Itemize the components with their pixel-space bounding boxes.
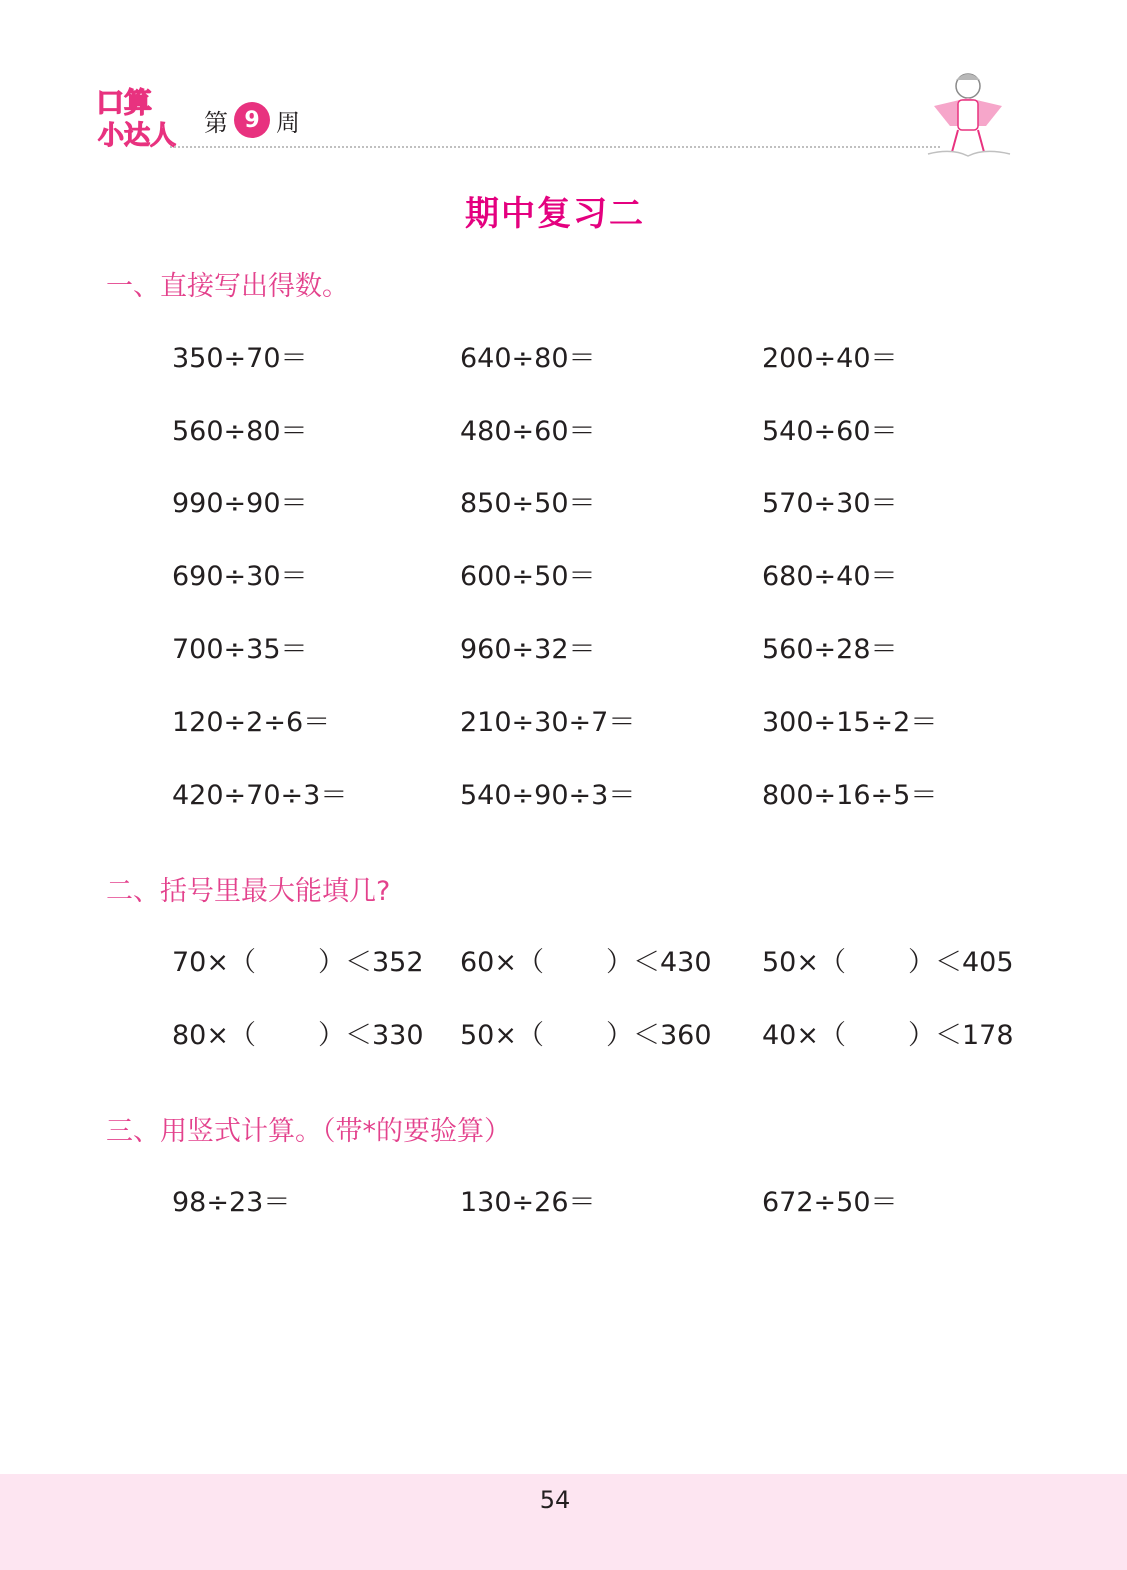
header-dotted-divider — [170, 146, 940, 148]
problem-item: 672÷50＝ — [762, 1187, 898, 1218]
problem-item: 700÷35＝ — [172, 634, 308, 665]
svg-text:小达人: 小达人 — [98, 121, 177, 150]
mascot-illustration — [922, 68, 1014, 160]
inequality-item — [762, 940, 1014, 979]
problem-item: 600÷50＝ — [460, 561, 596, 592]
problem-item: 850÷50＝ — [460, 488, 596, 519]
svg-text:口算: 口算 — [96, 86, 153, 119]
problem-item: 480÷60＝ — [460, 416, 596, 447]
section1-row — [0, 336, 1127, 376]
inequality-left: 80×（ — [172, 1020, 256, 1051]
week-prefix: 第 — [204, 108, 228, 137]
section1-row — [0, 627, 1127, 667]
inequality-right: ）＜430 — [605, 947, 712, 978]
section2-row — [0, 940, 1127, 980]
inequality-left: 50×（ — [762, 947, 846, 978]
section1-row — [0, 554, 1127, 594]
problem-item: 300÷15÷2＝ — [762, 707, 938, 738]
inequality-right: ）＜178 — [907, 1020, 1014, 1051]
problem-item: 350÷70＝ — [172, 343, 308, 374]
inequality-left: 70×（ — [172, 947, 256, 978]
footer-band — [0, 1474, 1127, 1570]
problem-item: 98÷23＝ — [172, 1187, 291, 1218]
inequality-item — [172, 940, 424, 979]
week-suffix: 周 — [276, 108, 300, 137]
page-number: 54 — [539, 1486, 571, 1514]
inequality-item — [762, 1013, 1014, 1052]
section1-row — [0, 773, 1127, 813]
problem-item: 560÷80＝ — [172, 416, 308, 447]
section1-heading: 一、直接写出得数。 — [106, 271, 349, 302]
section3-heading: 三、用竖式计算。（带*的要验算） — [106, 1116, 511, 1147]
problem-item: 570÷30＝ — [762, 488, 898, 519]
problem-item: 800÷16÷5＝ — [762, 780, 938, 811]
section1-row — [0, 700, 1127, 740]
inequality-left: 40×（ — [762, 1020, 846, 1051]
section2-row — [0, 1013, 1127, 1053]
problem-item: 690÷30＝ — [172, 561, 308, 592]
section3-row — [0, 1180, 1127, 1220]
section1-row — [0, 409, 1127, 449]
problem-item: 560÷28＝ — [762, 634, 898, 665]
problem-item: 540÷90÷3＝ — [460, 780, 636, 811]
problem-item: 210÷30÷7＝ — [460, 707, 636, 738]
inequality-right: ）＜405 — [907, 947, 1014, 978]
problem-item: 540÷60＝ — [762, 416, 898, 447]
inequality-item — [172, 1013, 424, 1052]
problem-item: 990÷90＝ — [172, 488, 308, 519]
problem-item: 680÷40＝ — [762, 561, 898, 592]
inequality-item — [460, 1013, 712, 1052]
inequality-right: ）＜360 — [605, 1020, 712, 1051]
week-number-badge: 9 — [234, 102, 270, 138]
section2-heading: 二、括号里最大能填几? — [106, 876, 391, 907]
inequality-left: 60×（ — [460, 947, 544, 978]
inequality-left: 50×（ — [460, 1020, 544, 1051]
problem-item: 120÷2÷6＝ — [172, 707, 331, 738]
problem-item: 200÷40＝ — [762, 343, 898, 374]
inequality-item — [460, 940, 712, 979]
inequality-right: ）＜352 — [317, 947, 424, 978]
problem-item: 960÷32＝ — [460, 634, 596, 665]
logo-image — [96, 84, 180, 150]
problem-item: 420÷70÷3＝ — [172, 780, 348, 811]
problem-item: 640÷80＝ — [460, 343, 596, 374]
problem-item: 130÷26＝ — [460, 1187, 596, 1218]
section1-row — [0, 481, 1127, 521]
week-indicator — [204, 102, 300, 138]
page-title: 期中复习二 — [465, 194, 645, 234]
inequality-right: ）＜330 — [317, 1020, 424, 1051]
